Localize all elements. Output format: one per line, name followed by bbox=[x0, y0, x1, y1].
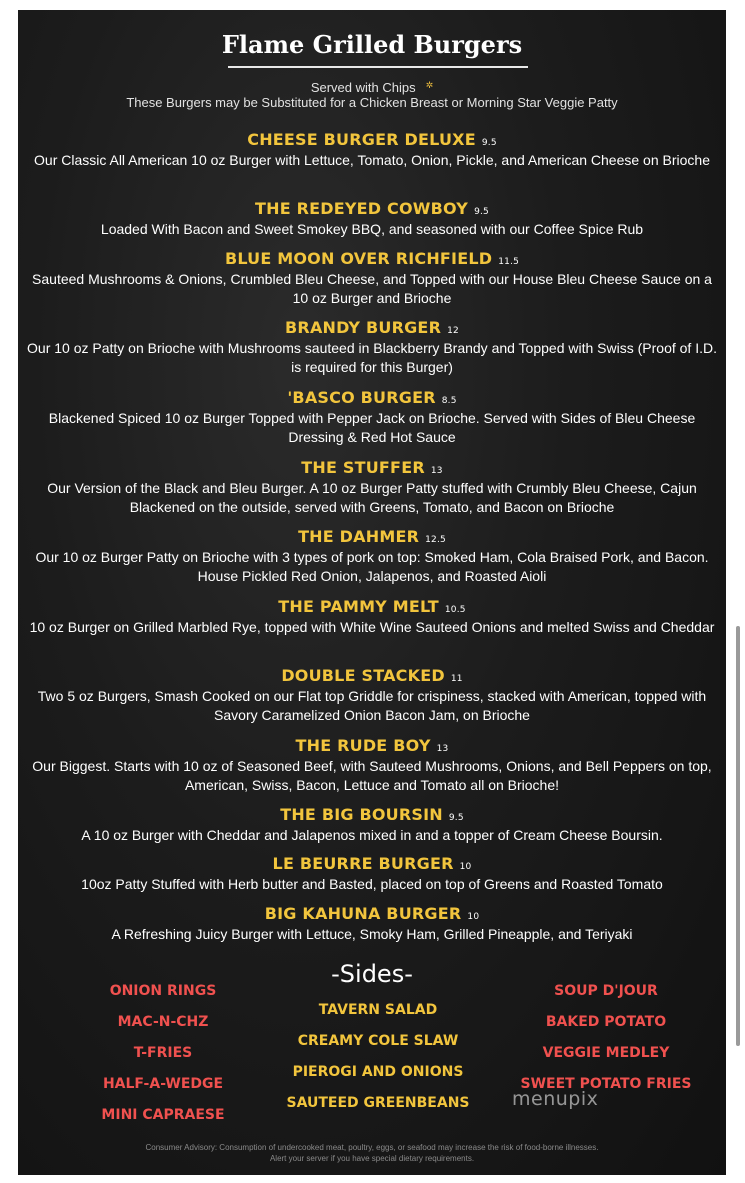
item-price: 9.5 bbox=[481, 138, 497, 148]
side-item: CREAMY COLE SLAW bbox=[297, 1033, 459, 1049]
side-item: TAVERN SALAD bbox=[318, 1002, 438, 1018]
item-name-row bbox=[18, 129, 726, 151]
item-price: 10 bbox=[459, 862, 472, 872]
item-name: BIG KAHUNA BURGER bbox=[264, 904, 462, 923]
side-item: MINI CAPRAESE bbox=[101, 1107, 225, 1123]
item-price: 9.5 bbox=[448, 813, 464, 823]
subtitle-served-with bbox=[18, 80, 726, 95]
item-name: THE BIG BOURSIN bbox=[280, 805, 443, 824]
item-name-row bbox=[18, 903, 726, 925]
item-price: 13 bbox=[436, 744, 449, 754]
subtitle-served-with-text: Served with Chips bbox=[310, 80, 416, 95]
item-description: 10oz Patty Stuffed with Herb butter and Basted, placed on top of Greens and Roasted Tomato bbox=[81, 876, 663, 892]
item-name: THE STUFFER bbox=[301, 458, 425, 477]
item-name-row bbox=[18, 853, 726, 875]
item-description: A 10 oz Burger with Cheddar and Jalapenos mixed in and a topper of Cream Cheese Boursin. bbox=[81, 827, 663, 843]
item-description: Sauteed Mushrooms & Onions, Crumbled Bleu Cheese, and Topped with our House Bleu Cheese Sauce on a 10 oz Burger and Brioche bbox=[32, 271, 712, 306]
item-name-row bbox=[18, 735, 726, 757]
item-name: BLUE MOON OVER RICHFIELD bbox=[224, 249, 493, 268]
menu-board bbox=[18, 10, 726, 1175]
item-description: Loaded With Bacon and Sweet Smokey BBQ, and seasoned with our Coffee Spice Rub bbox=[100, 221, 644, 237]
menu-item bbox=[18, 198, 726, 239]
subtitle-substitution: These Burgers may be Substituted for a Chicken Breast or Morning Star Veggie Patty bbox=[126, 95, 618, 110]
item-description: Our 10 oz Burger Patty on Brioche with 3 types of pork on top: Smoked Ham, Cola Braised Pork, and Bacon. House Pickled Red Onion, Jalapenos, and Roasted Aioli bbox=[35, 549, 709, 584]
side-item: SAUTEED GREENBEANS bbox=[286, 1095, 470, 1111]
item-name-row bbox=[18, 248, 726, 270]
menu-item bbox=[18, 457, 726, 517]
item-description: A Refreshing Juicy Burger with Lettuce, Smoky Ham, Grilled Pineapple, and Teriyaki bbox=[111, 926, 633, 942]
item-description: Our Version of the Black and Bleu Burger. A 10 oz Burger Patty stuffed with Crumbly Bleu Cheese, Cajun Blackened on the outside, served with Greens, Tomato, and Bacon on Brioche bbox=[47, 480, 697, 515]
side-item: BAKED POTATO bbox=[545, 1014, 667, 1030]
item-name-row bbox=[18, 317, 726, 339]
item-price: 12.5 bbox=[425, 535, 446, 545]
side-item: HALF-A-WEDGE bbox=[102, 1076, 224, 1092]
item-price: 10.5 bbox=[444, 605, 466, 615]
item-name-row bbox=[18, 526, 726, 548]
item-description: Our 10 oz Patty on Brioche with Mushrooms sauteed in Blackberry Brandy and Topped with Swiss (Proof of I.D. is required for this Burger) bbox=[27, 340, 717, 375]
menu-item bbox=[18, 129, 726, 170]
side-item: SOUP D'JOUR bbox=[554, 983, 658, 999]
item-price: 12 bbox=[447, 326, 459, 336]
watermark: menupix bbox=[512, 1088, 599, 1110]
item-name-row bbox=[18, 198, 726, 220]
menu-item bbox=[18, 903, 726, 944]
item-name: CHEESE BURGER DELUXE bbox=[247, 130, 476, 149]
menu-item bbox=[18, 735, 726, 795]
item-name: DOUBLE STACKED bbox=[281, 666, 445, 685]
item-name: THE PAMMY MELT bbox=[278, 597, 439, 616]
item-name-row bbox=[18, 457, 726, 479]
item-price: 11.5 bbox=[498, 257, 520, 267]
item-description: Our Classic All American 10 oz Burger with Lettuce, Tomato, Onion, Pickle, and American Cheese on Brioche bbox=[34, 152, 710, 168]
item-price: 11 bbox=[450, 674, 463, 684]
menu-item bbox=[18, 804, 726, 845]
item-name-row bbox=[18, 665, 726, 687]
side-item: VEGGIE MEDLEY bbox=[542, 1045, 670, 1061]
item-name-row bbox=[18, 804, 726, 826]
item-price: 8.5 bbox=[441, 396, 457, 406]
item-name: LE BEURRE BURGER bbox=[272, 854, 454, 873]
menu-item bbox=[18, 248, 726, 308]
item-name-row bbox=[18, 387, 726, 409]
menu-item bbox=[18, 596, 726, 637]
side-item: T-FRIES bbox=[133, 1045, 193, 1061]
side-item: SWEET POTATO FRIES bbox=[520, 1076, 692, 1092]
menu-item bbox=[18, 526, 726, 586]
star-icon: ✲ bbox=[425, 80, 434, 90]
item-name-row bbox=[18, 596, 726, 618]
item-name: BRANDY BURGER bbox=[285, 318, 442, 337]
menu-item bbox=[18, 665, 726, 725]
menu-item bbox=[18, 853, 726, 894]
menu-item bbox=[18, 387, 726, 447]
consumer-advisory: Consumer Advisory: Consumption of undercooked meat, poultry, eggs, or seafood may increase the risk of food-borne illnesses. bbox=[145, 1143, 599, 1152]
item-name: 'BASCO BURGER bbox=[287, 388, 436, 407]
side-item: MAC-N-CHZ bbox=[117, 1014, 209, 1030]
item-name: THE REDEYED COWBOY bbox=[255, 199, 469, 218]
scrollbar[interactable] bbox=[736, 626, 740, 1046]
sides-title: -Sides- bbox=[331, 960, 413, 988]
title-underline bbox=[228, 66, 528, 68]
side-item: ONION RINGS bbox=[109, 983, 217, 999]
item-description: 10 oz Burger on Grilled Marbled Rye, topped with White Wine Sauteed Onions and melted Swiss and Cheddar bbox=[29, 619, 715, 635]
dietary-note: Alert your server if you have special dietary requirements. bbox=[269, 1154, 475, 1163]
menu-item bbox=[18, 317, 726, 377]
item-description: Two 5 oz Burgers, Smash Cooked on our Flat top Griddle for crispiness, stacked with American, topped with Savory Caramelized Onion Bacon Jam, on Brioche bbox=[37, 688, 707, 723]
menu-title: Flame Grilled Burgers bbox=[221, 30, 523, 59]
item-price: 10 bbox=[467, 912, 480, 922]
item-description: Blackened Spiced 10 oz Burger Topped with Pepper Jack on Brioche. Served with Sides of Bleu Cheese Dressing & Red Hot Sauce bbox=[48, 410, 696, 445]
item-name: THE DAHMER bbox=[298, 527, 420, 546]
item-description: Our Biggest. Starts with 10 oz of Seasoned Beef, with Sauteed Mushrooms, Onions, and Bell Peppers on top, American, Swiss, Bacon, Lettuce and Tomato all on Brioche! bbox=[32, 758, 712, 793]
item-name: THE RUDE BOY bbox=[295, 736, 431, 755]
item-price: 13 bbox=[430, 466, 443, 476]
side-item: PIEROGI AND ONIONS bbox=[292, 1064, 464, 1080]
item-price: 9.5 bbox=[474, 207, 489, 217]
